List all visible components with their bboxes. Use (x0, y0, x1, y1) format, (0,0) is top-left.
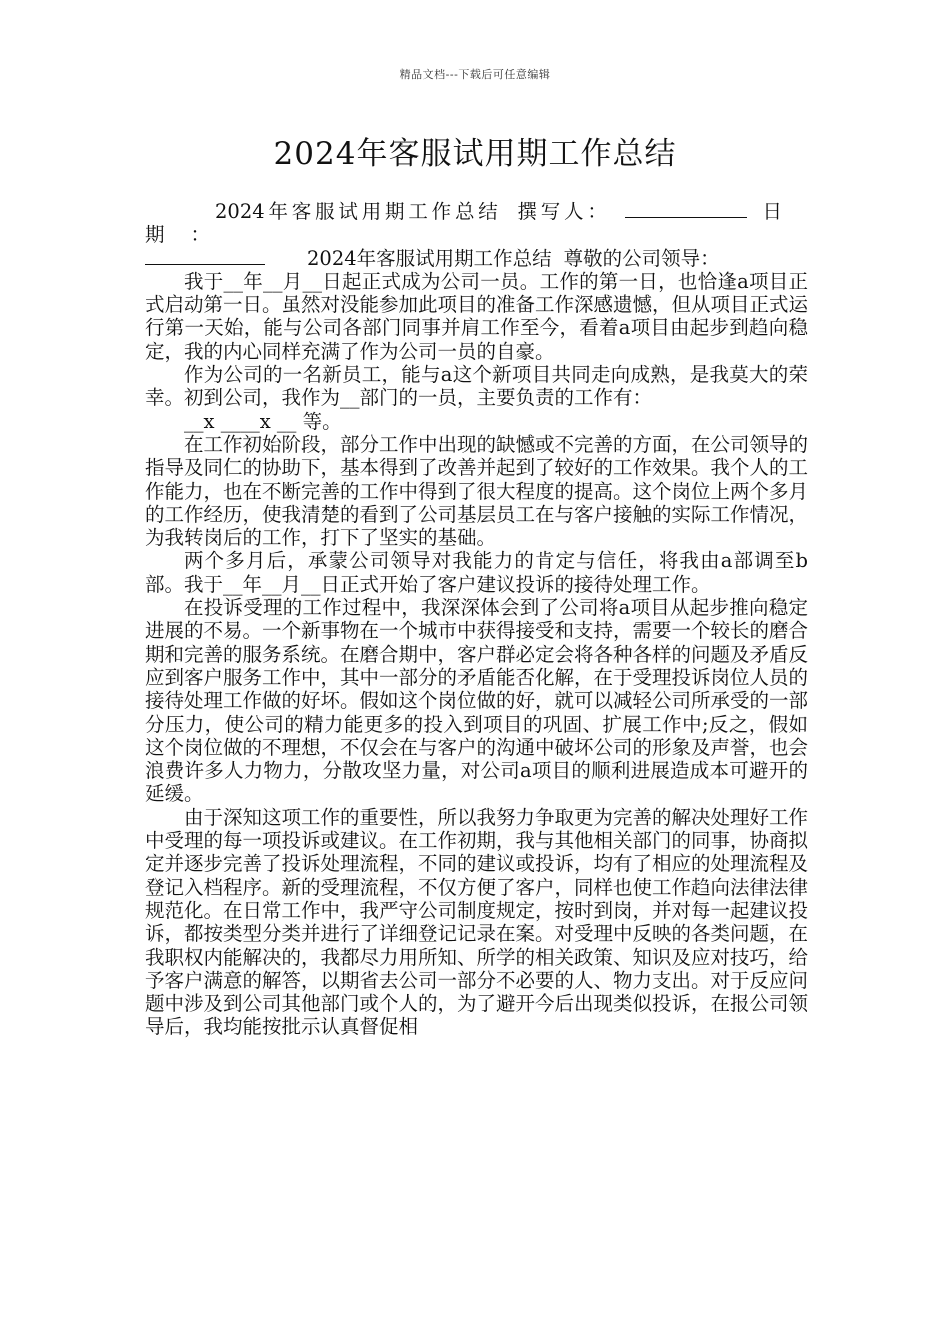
paragraph-5: 两个多月后，承蒙公司领导对我能力的肯定与信任，将我由a部调至b部。我于__年__月__日正式开始了客户建议投诉的接待处理工作。 (145, 549, 808, 596)
document-body (145, 200, 808, 1039)
intro-line-2 (145, 247, 808, 270)
author-label: 撰写人： (513, 200, 611, 223)
intro-paragraph (145, 200, 808, 270)
paragraph-1: 我于__年__月__日起正式成为公司一员。工作的第一日，也恰逢a项目正式启动第一日。虽然对没能参加此项目的准备工作深感遗憾，但从项目正式运行第一天始，能与公司各部门同事并肩工作至今，看着a项目由起步到趋向稳定，我的内心同样充满了作为公司一员的自豪。 (145, 269, 809, 363)
paragraph-3: __x ____x __ 等。 (184, 409, 342, 433)
paragraph-7: 由于深知这项工作的重要性，所以我努力争取更为完善的解决处理好工作中受理的每一项投诉或建议。在工作初期，我与其他相关部门的同事，协商拟定并逐步完善了投诉处理流程，不同的建议或投诉，均有了相应的处理流程及登记入档程序。新的受理流程，不仅方便了客户，同样也使工作趋向法律法律规范化。在日常工作中，我严守公司制度规定，按时到岗，并对每一起建议投诉，都按类型分类并进行了详细登记记录在案。对受理中反映的各类问题，在我职权内能解决的，我都尽力用所知、所学的相关政策、知识及应对技巧，给予客户满意的解答，以期省去公司一部分不必要的人、物力支出。对于反应问题中涉及到公司其他部门或个人的，为了避开今后出现类似投诉，在报公司领导后，我均能按批示认真督促相 (145, 805, 809, 1039)
paragraph-6: 在投诉受理的工作过程中，我深深体会到了公司将a项目从起步推向稳定进展的不易。一个新事物在一个城市中获得接受和支持，需要一个较长的磨合期和完善的服务系统。在磨合期中，客户群必定会将各种各样的问题及矛盾反应到客户服务工作中，其中一部分的矛盾能否化解，在于受理投诉岗位人员的接待处理工作做的好坏。假如这个岗位做的好，就可以减轻公司所承受的一部分压力，使公司的精力能更多的投入到项目的巩固、扩展工作中;反之，假如这个岗位做的不理想，不仅会在与客户的沟通中破坏公司的形象及声誉，也会浪费许多人力物力，分散攻坚力量，对公司a项目的顺利进展造成本可避开的延缓。 (145, 596, 809, 806)
date-label: 日 期： (145, 200, 808, 247)
paragraph-2: 作为公司的一名新员工，能与a这个新项目共同走向成熟，是我莫大的荣幸。初到公司，我作为__部门的一员，主要负责的工作有： (145, 363, 808, 410)
intro-line-1 (145, 200, 808, 247)
paragraph-4: 在工作初始阶段，部分工作中出现的缺憾或不完善的方面，在公司领导的指导及同仁的协助下，基本得到了改善并起到了较好的工作效果。我个人的工作能力，也在不断完善的工作中得到了很大程度的提高。这个岗位上两个多月的工作经历，使我清楚的看到了公司基层员工在与客户接触的实际工作情况，为我转岗后的工作，打下了坚实的基础。 (145, 432, 809, 550)
intro-title-repeat-2: 2024年客服试用期工作总结 (307, 246, 552, 270)
author-blank (625, 201, 747, 218)
salutation: 尊敬的公司领导： (563, 246, 720, 270)
header-note: 精品文档---下载后可任意编辑 (399, 68, 551, 81)
date-blank (145, 248, 265, 265)
document-title: 2024年客服试用期工作总结 (273, 136, 677, 172)
intro-title-repeat: 2024年客服试用期工作总结 (215, 200, 502, 223)
